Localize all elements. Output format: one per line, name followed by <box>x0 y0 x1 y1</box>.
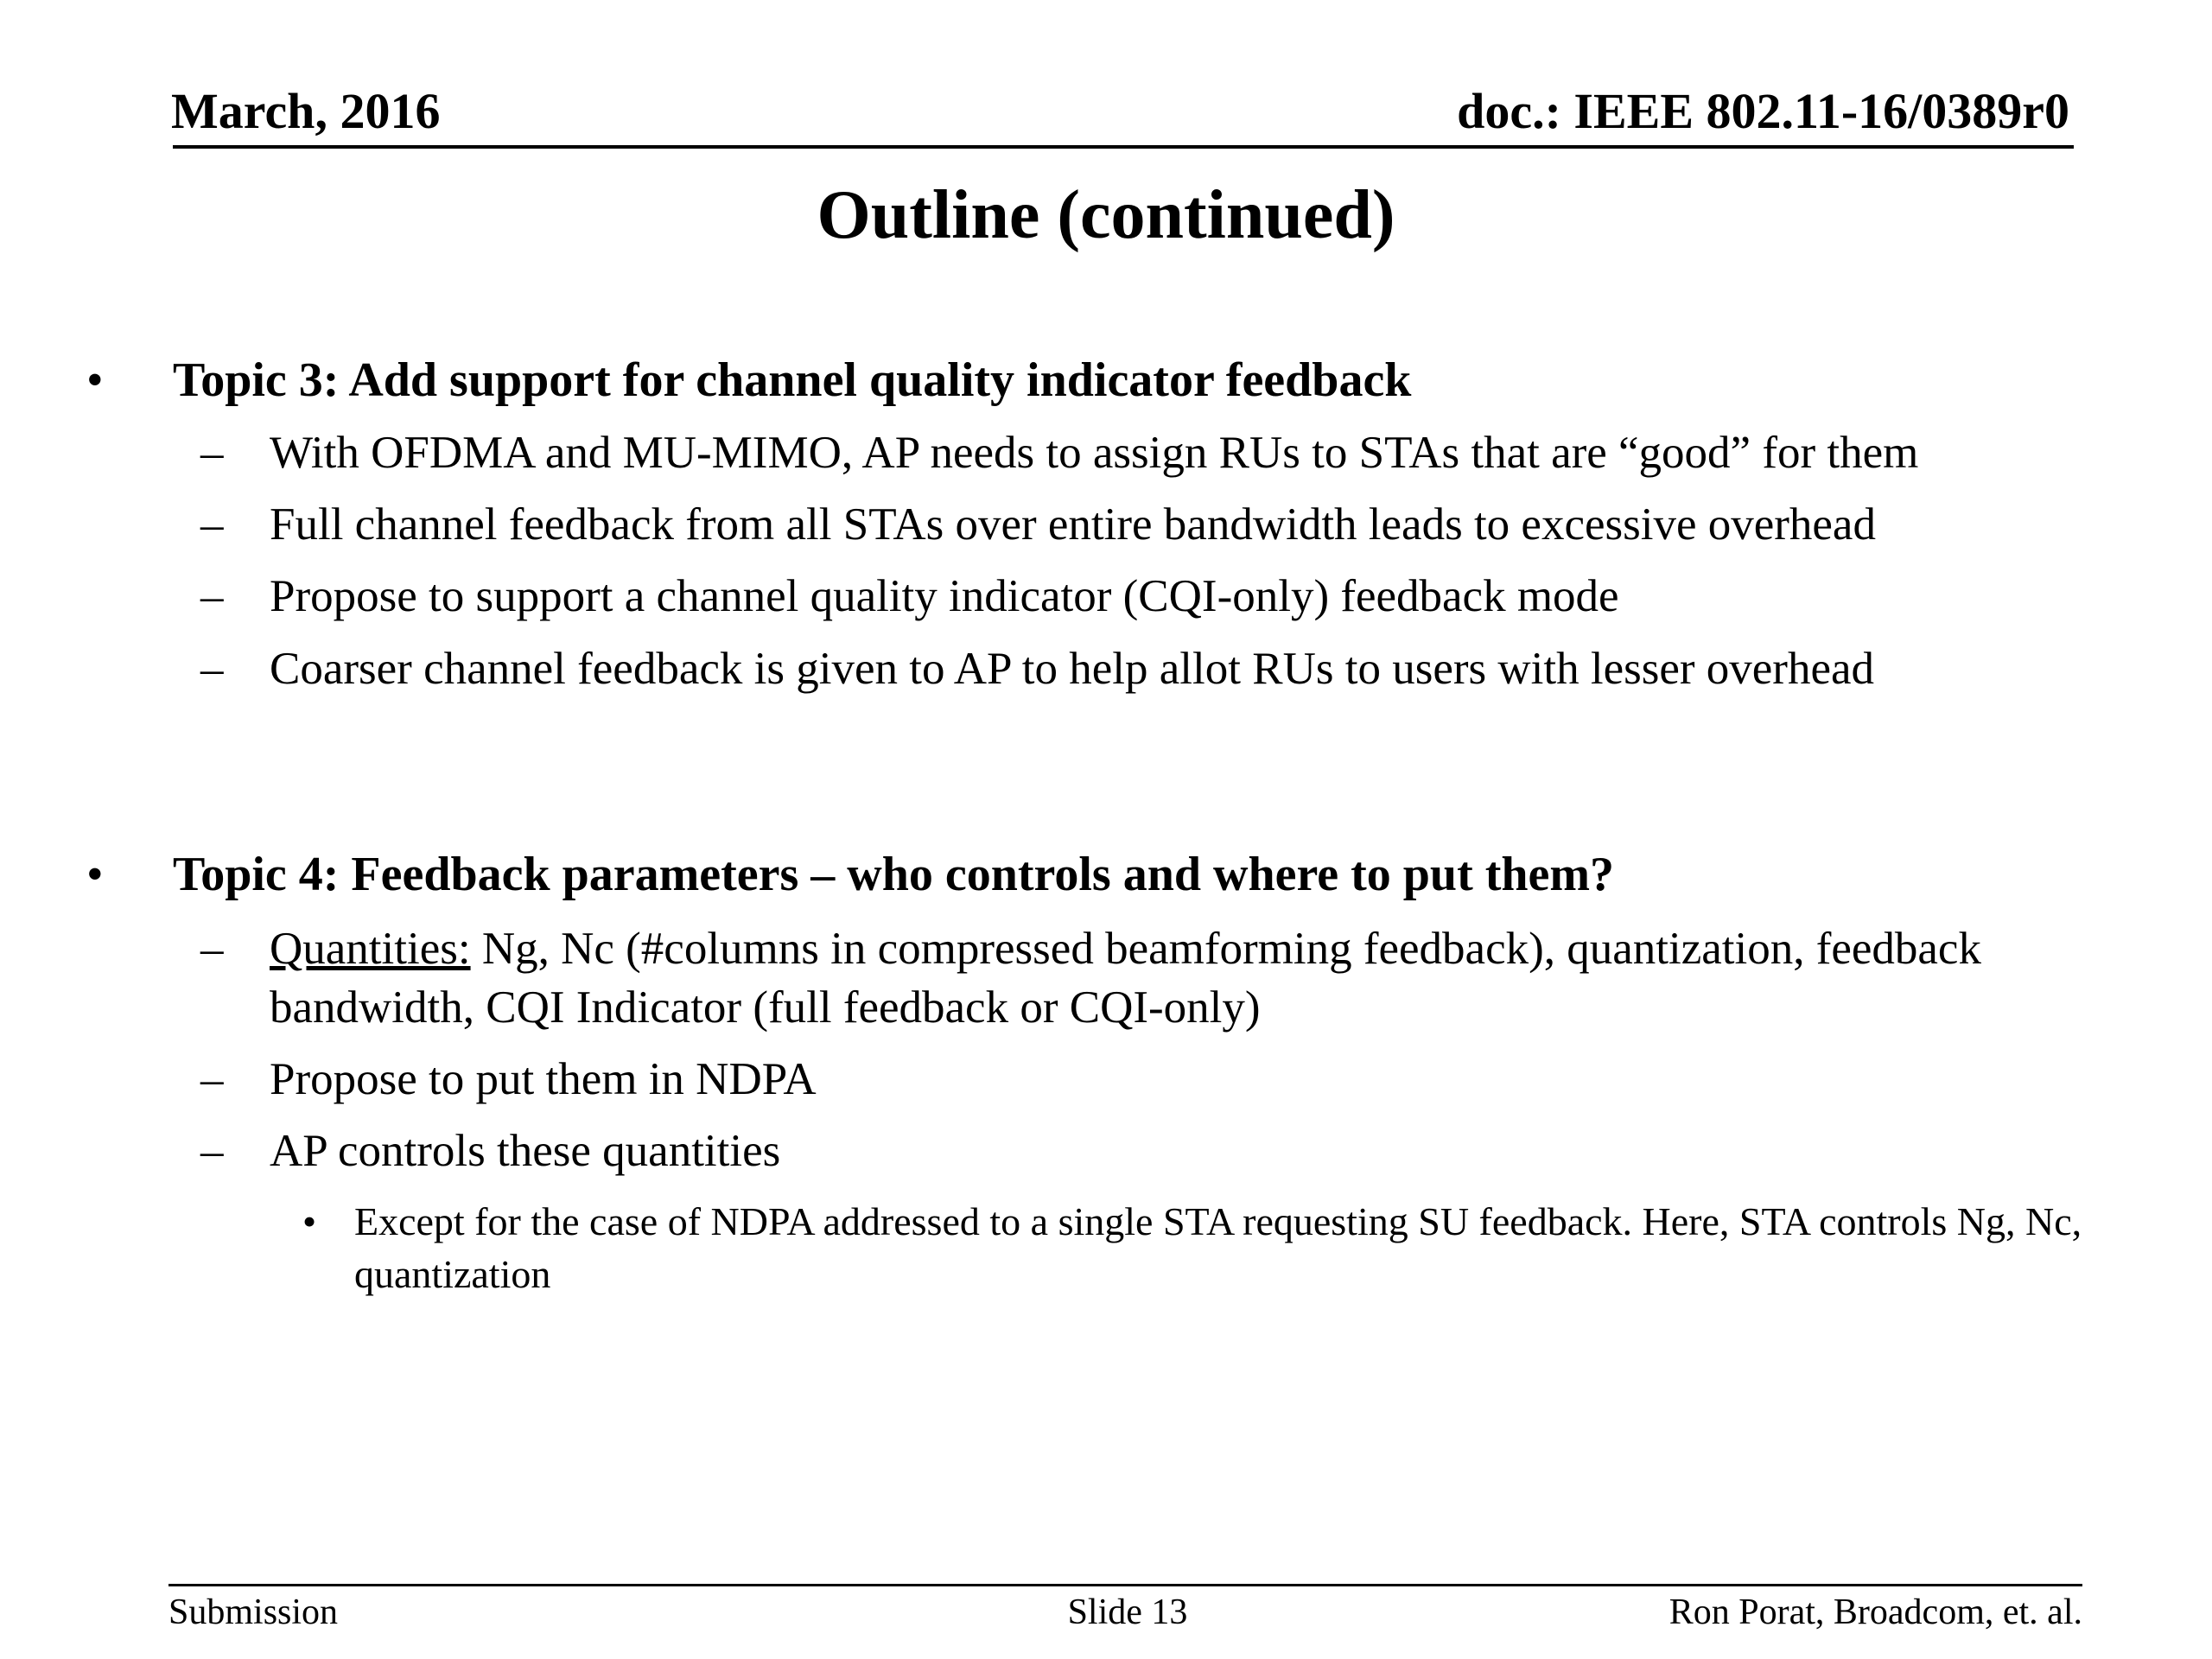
dash-icon: – <box>200 1126 224 1176</box>
dash-icon: – <box>200 428 224 478</box>
topic-4-heading <box>86 848 1615 901</box>
quantities-text: Ng, Nc (#columns in compressed beamforming feedback), quantization, feedback bandwidth, CQI Indicator (full feedback or CQI-only) <box>270 924 1981 1033</box>
topic-3-item-3: – Propose to support a channel quality indicator (CQI-only) feedback mode <box>270 567 1619 626</box>
dash-icon: – <box>200 644 224 694</box>
slide-title: Outline (continued) <box>817 177 1395 253</box>
dash-icon: – <box>200 499 224 550</box>
bullet-icon: • <box>302 1199 317 1243</box>
header-date: March, 2016 <box>171 83 441 139</box>
topic-3-heading-text: Topic 3: Add support for channel quality indicator feedback <box>173 353 1412 407</box>
bullet-icon: • <box>86 353 104 407</box>
dash-icon: – <box>200 1054 224 1104</box>
footer-author: Ron Porat, Broadcom, et. al. <box>1669 1592 2082 1632</box>
topic-3-item-4: – Coarser channel feedback is given to AP to help allot RUs to users with lesser overhead <box>270 639 1874 698</box>
topic-4-subitem-1: • Except for the case of NDPA addressed to a single STA requesting SU feedback. Here, STA controls Ng, Nc, quantization <box>354 1195 2143 1300</box>
header-doc-id: doc.: IEEE 802.11-16/0389r0 <box>1457 83 2069 139</box>
footer-slide-number: Slide 13 <box>1067 1592 1188 1632</box>
topic-3-item-1: – With OFDMA and MU-MIMO, AP needs to assign RUs to STAs that are “good” for them <box>270 423 1918 482</box>
topic-3-heading <box>86 353 1412 407</box>
topic-4-item-1 <box>200 919 2153 1037</box>
quantities-label: Quantities: <box>270 924 471 974</box>
dash-icon: – <box>200 924 224 974</box>
topic-3-item-2: – Full channel feedback from all STAs over entire bandwidth leads to excessive overhead <box>270 495 1876 554</box>
footer-rule <box>168 1584 2082 1586</box>
header-rule <box>173 145 2074 149</box>
footer-submission: Submission <box>168 1592 339 1632</box>
topic-4-heading-text: Topic 4: Feedback parameters – who controls and where to put them? <box>173 848 1615 901</box>
topic-4-item-2: – Propose to put them in NDPA <box>270 1050 817 1109</box>
topic-4-item-3: – AP controls these quantities <box>270 1122 780 1180</box>
dash-icon: – <box>200 571 224 621</box>
bullet-icon: • <box>86 848 104 901</box>
